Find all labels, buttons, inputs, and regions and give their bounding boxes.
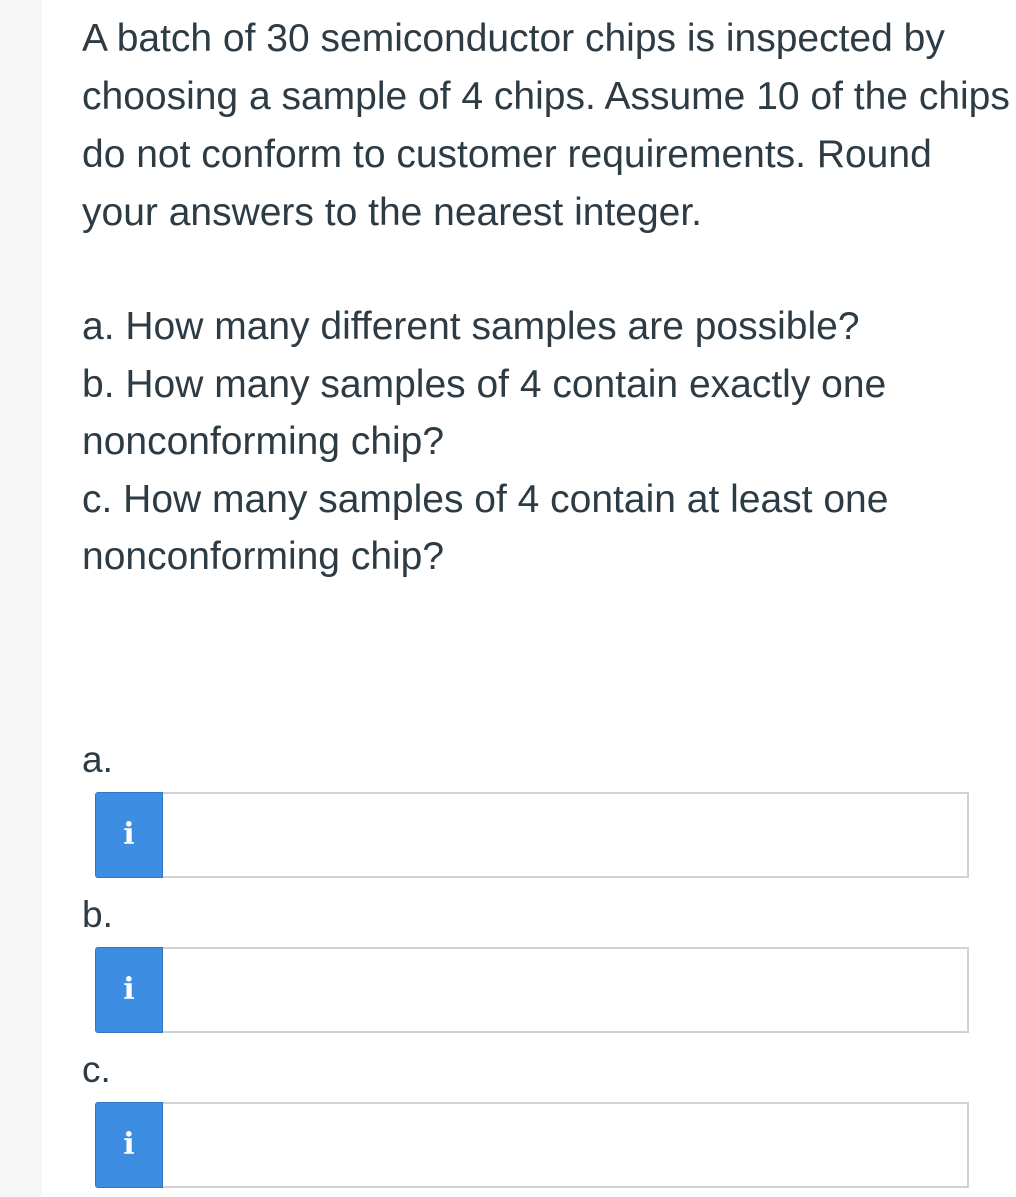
answer-b-input[interactable] (163, 947, 969, 1033)
part-a-text: a. How many different samples are possible? (82, 305, 860, 348)
answer-c-input[interactable] (163, 1102, 969, 1188)
answer-a-row (95, 792, 969, 878)
answer-b-label: b. (82, 894, 113, 935)
answer-a-input[interactable] (163, 792, 969, 878)
answer-c-row (95, 1102, 969, 1188)
answer-a-label: a. (82, 739, 113, 780)
answer-c-label: c. (82, 1049, 111, 1090)
answer-b-row (95, 947, 969, 1033)
question-panel (42, 0, 1016, 1197)
info-icon: i (123, 1127, 135, 1162)
info-icon: i (123, 817, 135, 852)
answer-b-info-button[interactable] (95, 947, 163, 1033)
answer-c-info-button[interactable] (95, 1102, 163, 1188)
part-b-text: b. How many samples of 4 contain exactly one nonconforming chip? (82, 362, 887, 463)
info-icon: i (123, 972, 135, 1007)
question-text: A batch of 30 semiconductor chips is inspected by choosing a sample of 4 chips. Assume 10 of the chips do not conform to customer requirements. Round your answers to the nearest integer. (82, 17, 1010, 234)
answer-a-info-button[interactable] (95, 792, 163, 878)
question-parts (82, 298, 1012, 586)
part-c-text: c. How many samples of 4 contain at least one nonconforming chip? (82, 477, 889, 578)
